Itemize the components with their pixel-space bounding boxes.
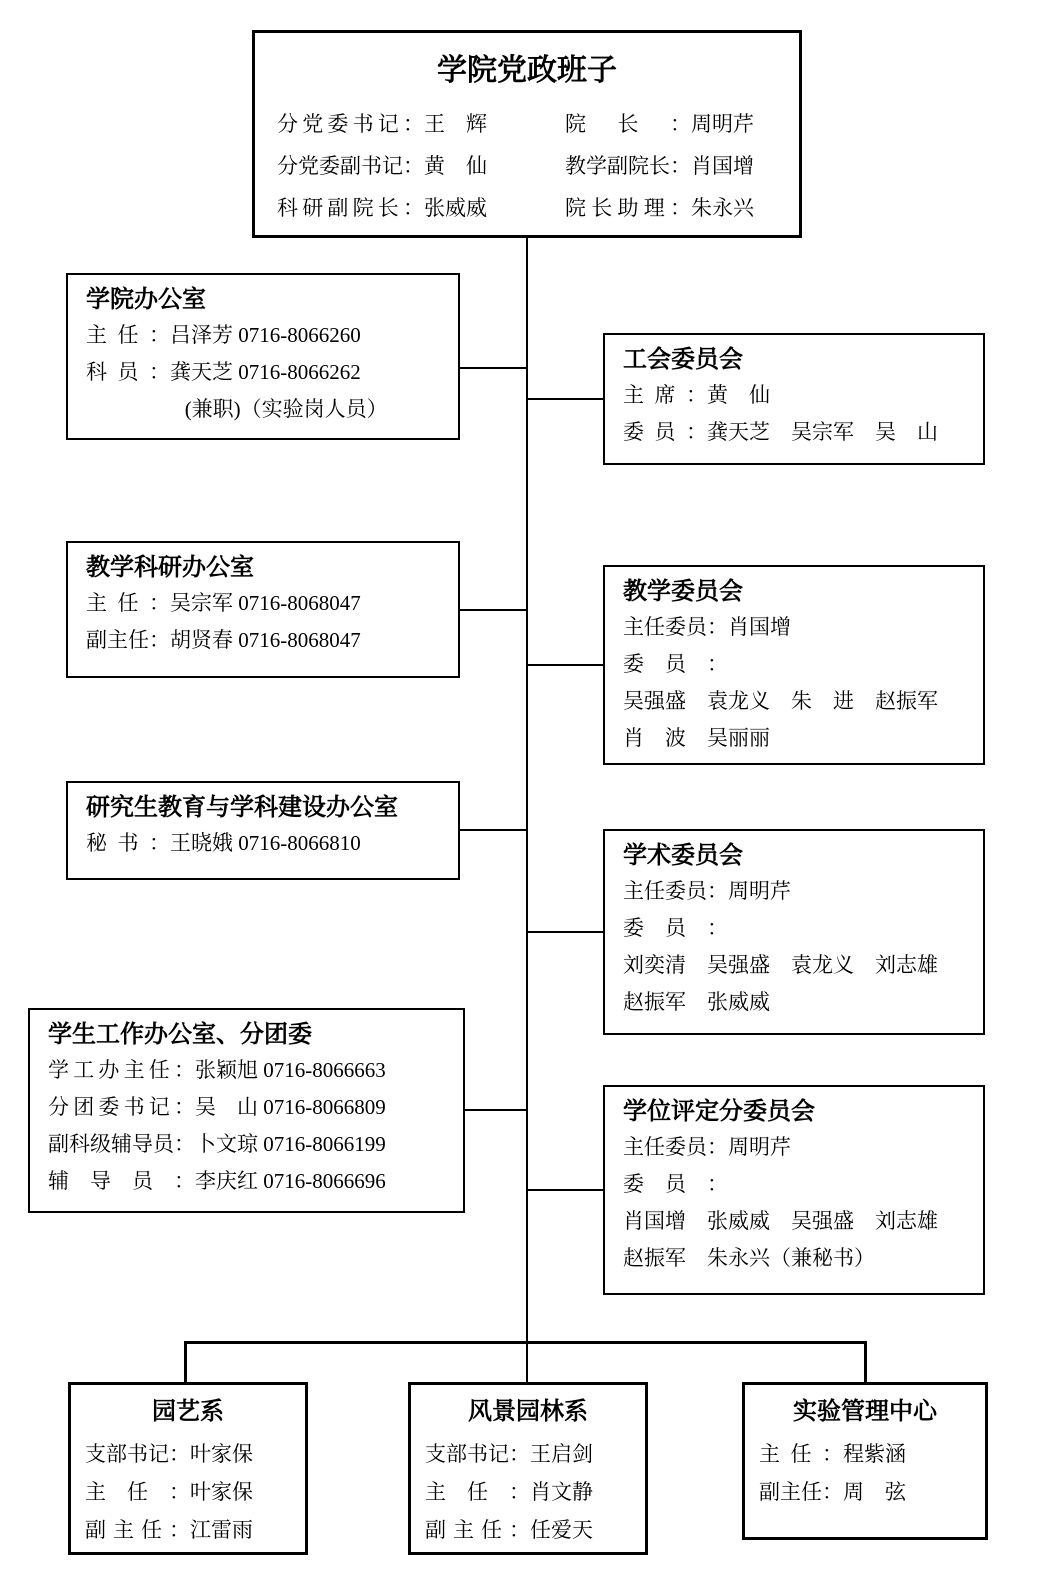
node-party-admin-team bbox=[252, 30, 802, 238]
person-phone: 吕泽芳 0716-8066260 bbox=[170, 323, 361, 347]
staff-row bbox=[623, 873, 965, 910]
node-title: 学院党政班子 bbox=[437, 54, 617, 87]
person-name: 黄 仙 bbox=[707, 383, 770, 407]
node-degree-committee bbox=[603, 1085, 985, 1295]
role-label: 副科级辅导员： bbox=[48, 1132, 195, 1156]
leader-row bbox=[255, 187, 799, 229]
person-name: 张威威 bbox=[424, 196, 487, 220]
role-label: 科员： bbox=[86, 360, 170, 384]
role-label: 主任： bbox=[86, 323, 170, 347]
staff-row bbox=[623, 1129, 965, 1166]
person-phone: 张颖旭 0716-8066663 bbox=[195, 1058, 386, 1082]
staff-row bbox=[48, 1089, 445, 1126]
role-label: 分党委书记： bbox=[277, 112, 424, 136]
node-horticulture-department bbox=[68, 1382, 308, 1555]
node-title: 研究生教育与学科建设办公室 bbox=[86, 795, 398, 821]
role-label: 科研副院长： bbox=[277, 196, 424, 220]
person-phone: 吴宗军 0716-8068047 bbox=[170, 591, 361, 615]
node-title: 学位评定分委员会 bbox=[623, 1099, 815, 1125]
role-label: 委员： bbox=[623, 652, 728, 676]
member-line: 赵振军 张威威 bbox=[623, 990, 770, 1014]
node-title: 教学委员会 bbox=[623, 579, 743, 605]
role-label: 辅导员： bbox=[48, 1169, 195, 1193]
leader-cell bbox=[277, 187, 565, 229]
node-graduate-office bbox=[66, 781, 460, 880]
member-line: 刘奕清 吴强盛 袁龙义 刘志雄 bbox=[623, 953, 938, 977]
person-name: 任爱天 bbox=[530, 1518, 593, 1542]
staff-row bbox=[623, 910, 965, 947]
staff-row bbox=[623, 377, 965, 414]
leader-row bbox=[255, 145, 799, 187]
role-label: 主席： bbox=[623, 383, 707, 407]
member-line: 赵振军 朱永兴（兼秘书） bbox=[623, 1246, 875, 1270]
connector-drop-lab-center bbox=[864, 1341, 867, 1382]
person-name: 周明芹 bbox=[728, 879, 791, 903]
member-line: 肖国增 张威威 吴强盛 刘志雄 bbox=[623, 1209, 938, 1233]
member-line: 肖 波 吴丽丽 bbox=[623, 726, 770, 750]
node-title: 实验管理中心 bbox=[793, 1399, 937, 1425]
person-phone: 龚天芝 0716-8066262 bbox=[170, 360, 361, 384]
node-college-office bbox=[66, 273, 460, 440]
person-name: 周明芹 bbox=[691, 112, 754, 136]
person-name: 肖国增 bbox=[691, 154, 754, 178]
person-name: 叶家保 bbox=[190, 1480, 253, 1504]
staff-row bbox=[425, 1511, 631, 1549]
role-label: 院长： bbox=[565, 112, 691, 136]
role-label: 主任： bbox=[85, 1480, 190, 1504]
person-name: 王启剑 bbox=[530, 1442, 593, 1466]
staff-row bbox=[48, 1126, 445, 1163]
staff-row bbox=[623, 1166, 965, 1203]
role-label: 委员： bbox=[623, 916, 728, 940]
staff-row bbox=[48, 1163, 445, 1200]
role-label: 学工办主任： bbox=[48, 1058, 195, 1082]
person-name: 朱永兴 bbox=[691, 196, 754, 220]
role-label: 教学副院长： bbox=[565, 154, 691, 178]
person-name: 周明芹 bbox=[728, 1135, 791, 1159]
staff-row bbox=[623, 646, 965, 683]
role-label: 分党委副书记： bbox=[277, 154, 424, 178]
person-name: 肖文静 bbox=[530, 1480, 593, 1504]
person-phone: 王晓娥 0716-8066810 bbox=[170, 831, 361, 855]
role-label: 委员： bbox=[623, 1172, 728, 1196]
person-name: 肖国增 bbox=[728, 615, 791, 639]
connector-central-spine bbox=[526, 238, 528, 1382]
node-teaching-committee bbox=[603, 565, 985, 765]
node-student-office bbox=[28, 1008, 465, 1213]
staff-row bbox=[85, 1511, 291, 1549]
person-name: 叶家保 bbox=[190, 1442, 253, 1466]
role-label: 院长助理： bbox=[565, 196, 691, 220]
node-lab-center bbox=[742, 1382, 988, 1540]
role-label: 主任： bbox=[759, 1442, 843, 1466]
role-label: 副主任： bbox=[425, 1518, 530, 1542]
staff-row bbox=[86, 825, 440, 862]
leader-cell bbox=[565, 145, 777, 187]
staff-row bbox=[86, 354, 440, 391]
connector-graduate-office bbox=[460, 829, 528, 831]
role-label: 支部书记： bbox=[85, 1442, 190, 1466]
role-label: 分团委书记： bbox=[48, 1095, 195, 1119]
role-label: 主任委员： bbox=[623, 615, 728, 639]
connector-college-office bbox=[460, 367, 528, 369]
staff-row bbox=[86, 317, 440, 354]
connector-teaching-committee bbox=[527, 664, 604, 666]
person-name: 周 弦 bbox=[843, 1480, 906, 1504]
leader-cell bbox=[277, 103, 565, 145]
note-line: (兼职)（实验岗人员） bbox=[184, 397, 388, 421]
role-label: 主任： bbox=[425, 1480, 530, 1504]
staff-row bbox=[759, 1473, 971, 1511]
connector-teaching-research-office bbox=[460, 609, 528, 611]
staff-row bbox=[623, 609, 965, 646]
person-phone: 胡贤春 0716-8068047 bbox=[170, 628, 361, 652]
staff-row bbox=[85, 1473, 291, 1511]
role-label: 支部书记： bbox=[425, 1442, 530, 1466]
leader-cell bbox=[277, 145, 565, 187]
role-label: 主任： bbox=[86, 591, 170, 615]
node-title: 学生工作办公室、分团委 bbox=[48, 1022, 312, 1048]
staff-row bbox=[759, 1435, 971, 1473]
role-label: 主任委员： bbox=[623, 879, 728, 903]
leader-row bbox=[255, 103, 799, 145]
staff-row bbox=[48, 1052, 445, 1089]
node-title: 学术委员会 bbox=[623, 843, 743, 869]
connector-degree-committee bbox=[527, 1189, 604, 1191]
staff-row bbox=[86, 585, 440, 622]
person-name: 程紫涵 bbox=[843, 1442, 906, 1466]
leader-cell bbox=[565, 187, 777, 229]
person-phone: 李庆红 0716-8066696 bbox=[195, 1169, 386, 1193]
node-union-committee bbox=[603, 333, 985, 465]
connector-union-committee bbox=[527, 398, 604, 400]
member-line: 吴强盛 袁龙义 朱 进 赵振军 bbox=[623, 689, 938, 713]
leader-cell bbox=[565, 103, 777, 145]
role-label: 副主任： bbox=[85, 1518, 190, 1542]
role-label: 副主任： bbox=[86, 628, 170, 652]
node-teaching-research-office bbox=[66, 541, 460, 678]
connector-bottom-distribution bbox=[184, 1341, 867, 1344]
person-phone: 卜文琼 0716-8066199 bbox=[195, 1132, 386, 1156]
node-title: 园艺系 bbox=[152, 1399, 224, 1425]
node-title: 学院办公室 bbox=[86, 287, 206, 313]
role-label: 委员： bbox=[623, 420, 707, 444]
person-name: 王 辉 bbox=[424, 112, 487, 136]
connector-academic-committee bbox=[527, 931, 604, 933]
person-phone: 吴 山 0716-8066809 bbox=[195, 1095, 386, 1119]
staff-row bbox=[85, 1435, 291, 1473]
role-label: 副主任： bbox=[759, 1480, 843, 1504]
node-title: 工会委员会 bbox=[623, 347, 743, 373]
member-names: 龚天芝 吴宗军 吴 山 bbox=[707, 420, 938, 444]
staff-row bbox=[86, 622, 440, 659]
staff-row bbox=[623, 414, 965, 451]
connector-student-office bbox=[465, 1109, 528, 1111]
node-academic-committee bbox=[603, 829, 985, 1035]
node-title: 教学科研办公室 bbox=[86, 555, 254, 581]
node-title: 风景园林系 bbox=[468, 1399, 588, 1425]
role-label: 主任委员： bbox=[623, 1135, 728, 1159]
person-name: 黄 仙 bbox=[424, 154, 487, 178]
staff-row bbox=[425, 1473, 631, 1511]
staff-row bbox=[425, 1435, 631, 1473]
person-name: 江雷雨 bbox=[190, 1518, 253, 1542]
role-label: 秘书： bbox=[86, 831, 170, 855]
node-landscape-department bbox=[408, 1382, 648, 1555]
connector-drop-horticulture bbox=[184, 1341, 187, 1382]
